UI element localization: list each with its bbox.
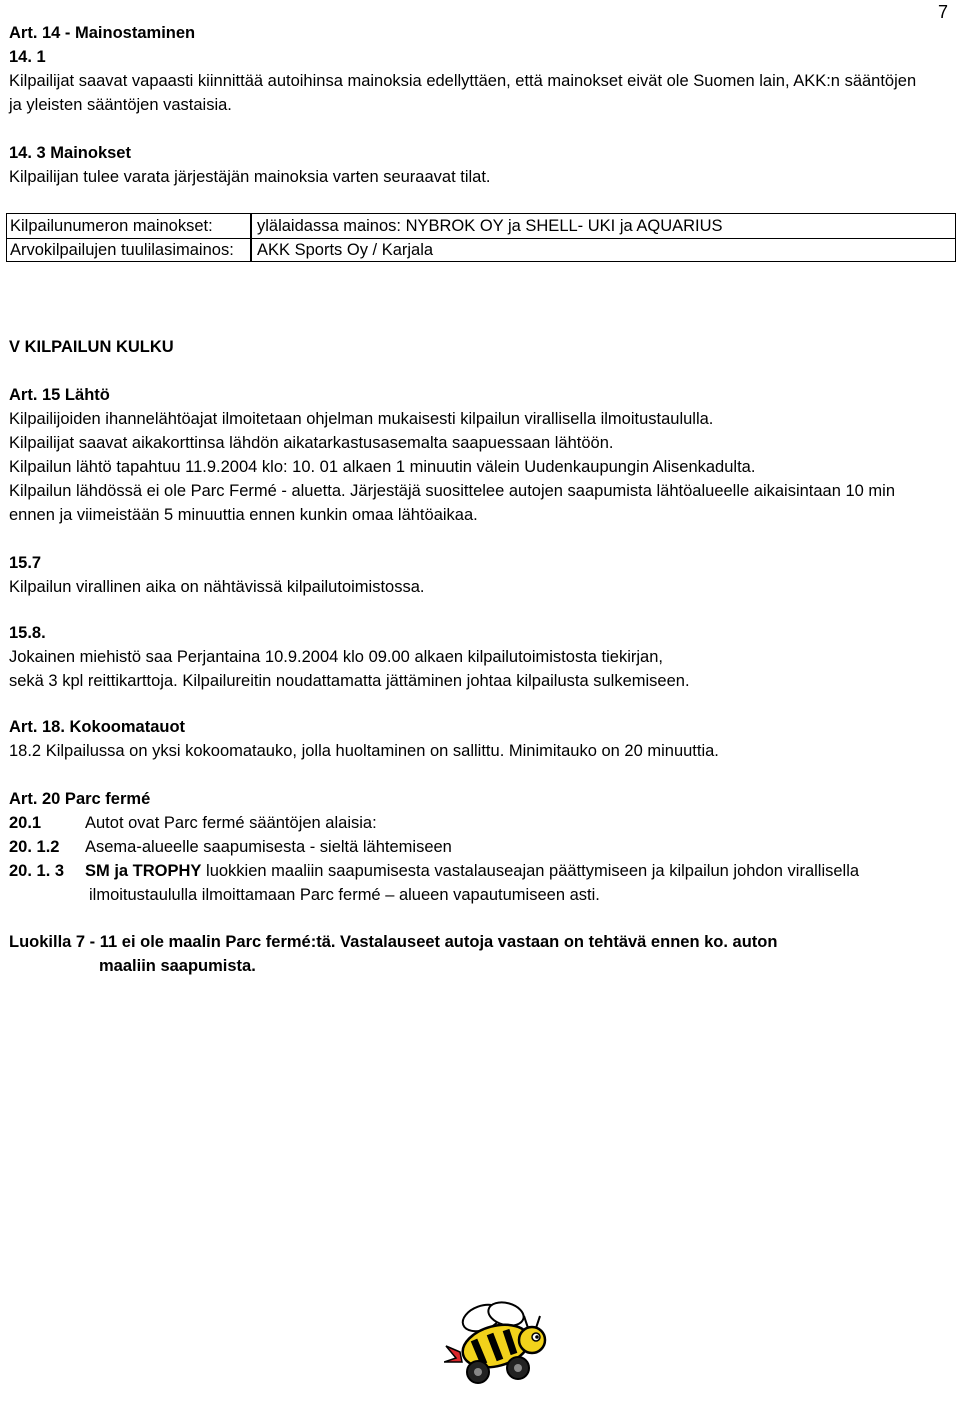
art20-item [9, 811, 954, 835]
art20-item-continuation: ilmoitustaululla ilmoittamaan Parc fermé – alueen vapautumiseen asti. [89, 886, 600, 904]
s157-text: Kilpailun virallinen aika on nähtävissä kilpailutoimistossa. [9, 578, 425, 596]
art18-heading: Art. 18. Kokoomatauot [9, 718, 186, 736]
table-cell-value: ylälaidassa mainos: NYBROK OY ja SHELL- UKI ja AQUARIUS [257, 217, 723, 235]
art20-item-highlight: SM ja TROPHY [85, 862, 202, 880]
table-cell-label: Kilpailunumeron mainokset: [10, 217, 213, 235]
art14-1-text-line: ja yleisten sääntöjen vastaisia. [9, 96, 232, 114]
art15-block [9, 383, 954, 527]
s157-block [9, 551, 954, 599]
class-note-line: maaliin saapumista. [99, 957, 256, 975]
art20-item-text: Asema-alueelle saapumisesta - sieltä lähtemiseen [85, 838, 452, 856]
s157-heading: 15.7 [9, 554, 42, 572]
art14-1-heading: 14. 1 [9, 48, 46, 66]
class-note-block [9, 930, 954, 978]
art14-heading: Art. 14 - Mainostaminen [9, 24, 196, 42]
art20-item [9, 835, 954, 859]
art20-item-number: 20. 1. 3 [9, 862, 65, 880]
table-row [7, 238, 955, 262]
section-v-heading-block [9, 335, 954, 359]
art20-heading: Art. 20 Parc fermé [9, 790, 151, 808]
s158-line: sekä 3 kpl reittikarttoja. Kilpailureitin noudattamatta jättäminen johtaa kilpailusta sulkemiseen. [9, 672, 690, 690]
art15-line: Kilpailijoiden ihannelähtöajat ilmoitetaan ohjelman mukaisesti kilpailun virallisella ilmoitustaululla. [9, 410, 714, 428]
section-adverts-sub [9, 141, 954, 189]
s158-line: Jokainen miehistö saa Perjantaina 10.9.2004 klo 09.00 alkaen kilpailutoimistosta tiekirjan, [9, 648, 663, 666]
s158-heading: 15.8. [9, 624, 46, 642]
art20-item-text: luokkien maaliin saapumisesta vastalauseajan päättymiseen ja kilpailun johdon virallisella [201, 862, 860, 880]
art18-block [9, 715, 954, 763]
art14-3-text: Kilpailijan tulee varata järjestäjän mainoksia varten seuraavat tilat. [9, 168, 491, 186]
art20-item-number: 20. 1.2 [9, 838, 60, 856]
bee-mascot-icon [444, 1300, 552, 1388]
table-cell-value: AKK Sports Oy / Karjala [257, 241, 434, 259]
art15-line: Kilpailun lähdössä ei ole Parc Fermé - aluetta. Järjestäjä suosittelee autojen saapumista lähtöalueelle aikaisintaan 10 min [9, 482, 896, 500]
art15-heading: Art. 15 Lähtö [9, 386, 110, 404]
table-row [7, 214, 955, 239]
art15-line: ennen ja viimeistään 5 minuuttia ennen kunkin omaa lähtöaikaa. [9, 506, 478, 524]
art20-item-text: Autot ovat Parc fermé sääntöjen alaisia: [85, 814, 377, 832]
art20-block [9, 787, 954, 907]
section-advertising [9, 21, 954, 117]
art15-line: Kilpailun lähtö tapahtuu 11.9.2004 klo: 10. 01 alkaen 1 minuutin välein Uudenkaupungin Alisenkadulta. [9, 458, 756, 476]
art15-line: Kilpailijat saavat aikakorttinsa lähdön aikatarkastusasemalta saapuessaan lähtöön. [9, 434, 614, 452]
table-cell-label: Arvokilpailujen tuulilasimainos: [10, 241, 234, 259]
art20-item-number: 20.1 [9, 814, 42, 832]
s158-block [9, 621, 954, 693]
art14-1-text-line: Kilpailijat saavat vapaasti kiinnittää autoihinsa mainoksia edellyttäen, että mainokset eivät ole Suomen lain, AKK:n sääntöjen [9, 72, 917, 90]
ads-table [6, 213, 956, 262]
class-note-line: Luokilla 7 - 11 ei ole maalin Parc fermé:tä. Vastalauseet autoja vastaan on tehtävä ennen ko. auton [9, 933, 778, 951]
art14-3-heading: 14. 3 Mainokset [9, 144, 131, 162]
page-number: 7 [938, 2, 949, 22]
art18-text: 18.2 Kilpailussa on yksi kokoomatauko, jolla huoltaminen on sallittu. Minimitauko on 20 minuuttia. [9, 742, 719, 760]
section-v-heading: V KILPAILUN KULKU [9, 338, 174, 356]
art20-item [9, 859, 954, 883]
